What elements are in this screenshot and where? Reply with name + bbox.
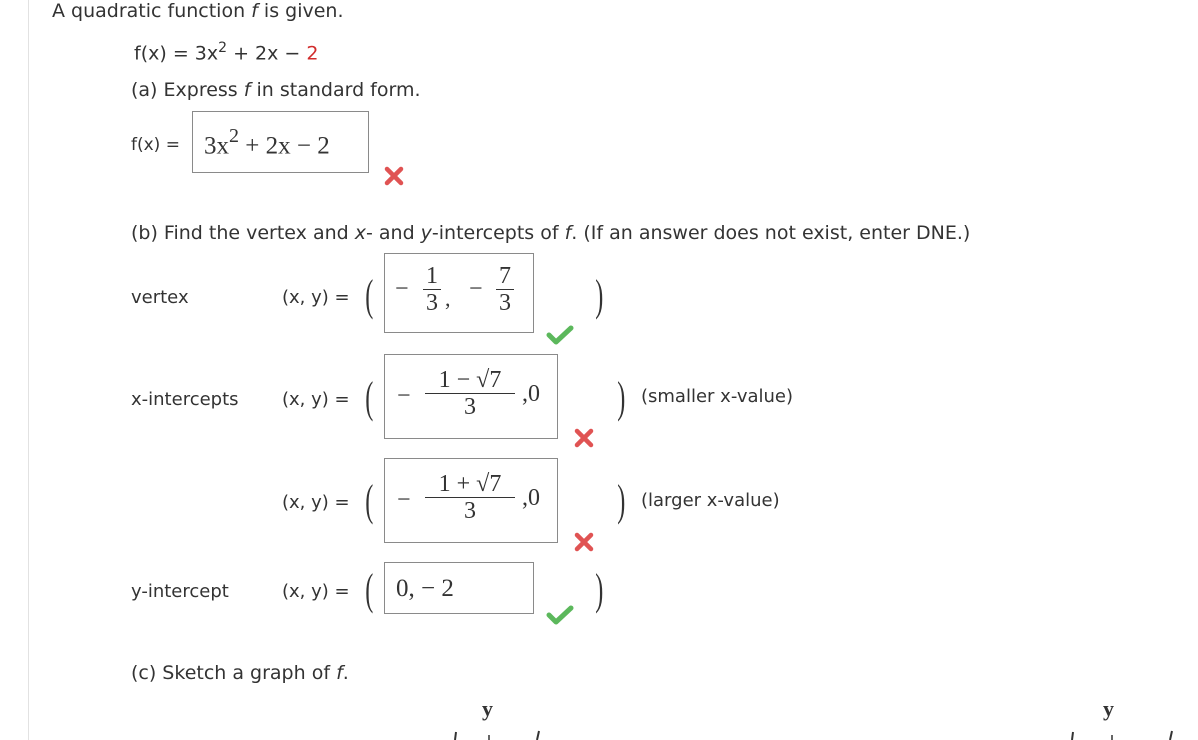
y-intercept-label: y-intercept — [131, 581, 229, 602]
y-intercept-coord-label: (x, y) = — [282, 581, 350, 602]
y-intercept-input[interactable]: 0, − 2 — [384, 562, 534, 614]
x-intercepts-label: x-intercepts — [131, 389, 239, 410]
vertex-open-paren: ( — [365, 271, 374, 320]
part-c-prompt: (c) Sketch a graph of f. — [131, 662, 349, 684]
vertex-coord-label: (x, y) = — [282, 287, 350, 308]
incorrect-icon — [383, 165, 405, 187]
left-rule — [28, 0, 29, 740]
y-intercept-open-paren: ( — [365, 565, 374, 614]
vertex-close-paren: ) — [595, 271, 604, 320]
smaller-x-value-note: (smaller x-value) — [641, 386, 794, 407]
x-intercept-large-open-paren: ( — [365, 476, 374, 525]
x-intercept-small-close-paren: ) — [617, 373, 626, 422]
x-intercept-large-coord-label: (x, y) = — [282, 492, 350, 513]
graph1-y-axis-label: y — [482, 696, 493, 721]
x-intercept-small-open-paren: ( — [365, 373, 374, 422]
standard-form-input[interactable]: $3x^2 + 2x - 2$ — [192, 111, 369, 173]
graph1-fragment — [440, 726, 560, 740]
graph2-y-axis-label: y — [1103, 696, 1114, 721]
incorrect-icon — [573, 427, 595, 449]
function-definition: $f(x) = 3x^2 + 2x - 2$ — [134, 40, 319, 65]
part-a-label: f(x) = — [131, 135, 180, 155]
correct-icon — [546, 324, 574, 346]
x-intercept-larger-input[interactable]: − 1 + √7 3 ,0 — [384, 458, 558, 543]
vertex-input[interactable]: − 1 3 , − 7 3 — [384, 253, 534, 333]
y-intercept-close-paren: ) — [595, 565, 604, 614]
part-b-prompt: (b) Find the vertex and x- and y-intercepts of f. (If an answer does not exist, enter DNE.) — [131, 222, 971, 244]
x-intercept-smaller-input[interactable]: − 1 − √7 3 ,0 — [384, 354, 558, 439]
x-intercept-small-coord-label: (x, y) = — [282, 389, 350, 410]
graph2-fragment — [1060, 726, 1180, 740]
part-a-prompt: (a) Express f in standard form. — [131, 79, 421, 101]
question-intro: A quadratic function f is given. — [52, 0, 344, 22]
x-intercept-large-close-paren: ) — [617, 476, 626, 525]
vertex-label: vertex — [131, 287, 189, 308]
larger-x-value-note: (larger x-value) — [641, 490, 780, 511]
correct-icon — [546, 604, 574, 626]
incorrect-icon — [573, 531, 595, 553]
